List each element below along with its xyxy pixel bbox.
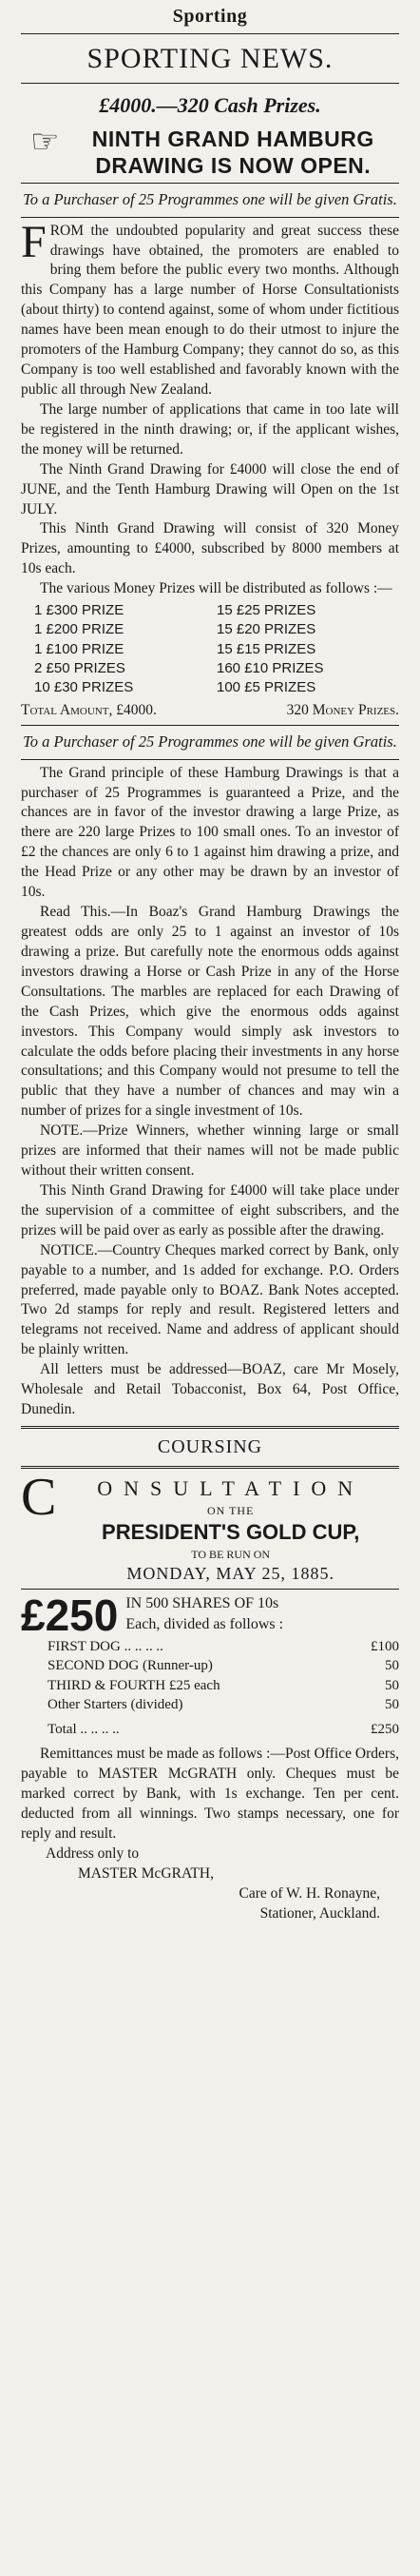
- shares-label: THIRD & FOURTH £25 each: [48, 1677, 220, 1693]
- prize-cell: 2 £50 PRIZES: [34, 659, 125, 676]
- page-title: SPORTING NEWS.: [86, 43, 334, 74]
- drawing-headline: [21, 127, 399, 179]
- run-on-line: TO BE RUN ON: [191, 1547, 271, 1561]
- shares-total-value: £250: [371, 1722, 399, 1738]
- address-line: Care of W. H. Ronayne,: [239, 1884, 380, 1902]
- body-paragraph: The Grand principle of these Hamburg Drawings is that a purchaser of 25 Programmes is guaranteed a Prize, and the chances are in favor of the investor drawing a large Prize, as there are 220 large Prizes to 100 small ones. To an investor of £2 the chances are only 6 to 1 against him drawing a prize, and the Head Prize or any other may be drawn by an investor of 10s.: [21, 764, 399, 901]
- address-block: [21, 1844, 399, 1924]
- shares-line: IN 500 SHARES OF 10s: [125, 1595, 279, 1612]
- divider: [21, 1426, 399, 1429]
- total-amount: Total Amount, £4000.: [21, 702, 157, 719]
- address-line: Address only to: [46, 1844, 140, 1862]
- prize-cell: 10 £30 PRIZES: [34, 679, 134, 696]
- prize-table: [34, 601, 399, 697]
- shares-table: [21, 1637, 399, 1739]
- shares-row: [21, 1637, 399, 1656]
- body-paragraph: All letters must be addressed—BOAZ, care Mr Mosely, Wholesale and Retail Tobacconist, Box 64, Post Office, Dunedin.: [21, 1361, 399, 1418]
- on-the-line: ON THE: [206, 1503, 255, 1517]
- intro-paragraph: This Ninth Grand Drawing will consist of 320 Money Prizes, amounting to £4000, subscribed by 8000 members at 10s each.: [21, 520, 399, 577]
- body-paragraph: NOTE.—Prize Winners, whether winning large or small prizes are informed that their names will not be made public without their written consent.: [21, 1122, 399, 1180]
- divider: [21, 1589, 399, 1590]
- drop-cap: C: [21, 1468, 57, 1528]
- divider: [21, 33, 399, 34]
- cup-title: PRESIDENT'S GOLD CUP,: [102, 1519, 360, 1544]
- divider: [21, 183, 399, 184]
- prize-cell: 1 £200 PRIZE: [34, 621, 124, 638]
- shares-value: 50: [385, 1696, 399, 1712]
- shares-row: [21, 1676, 399, 1695]
- prize-cell: 15 £25 PRIZES: [217, 602, 316, 619]
- prize-cell: 15 £20 PRIZES: [217, 621, 316, 638]
- divider: [21, 725, 399, 726]
- intro-paragraph: ROM the undoubted popularity and great success these drawings have obtained, the promoters are enabled to bring them before the public every two months. Although this Company has a large number of Horse Consultationists (about thirty) to contend against, some of whom under fictitious names have been mean enough to do their utmost to injure the promoters of the Hamburg Company; they cannot do so, as this Company is too well established and favorably known with the public all through New Zealand.: [21, 222, 399, 399]
- address-line: Stationer, Auckland.: [259, 1904, 380, 1922]
- event-date: MONDAY, MAY 25, 1885.: [126, 1563, 335, 1583]
- shares-row: [21, 1656, 399, 1675]
- gratis-note: To a Purchaser of 25 Programmes one will be given Gratis.: [23, 190, 397, 209]
- prizes-headline: £4000.—320 Cash Prizes.: [99, 92, 321, 117]
- divider: [21, 759, 399, 760]
- shares-label: Other Starters (divided): [48, 1696, 183, 1712]
- shares-total-label: Total .. .. .. ..: [48, 1722, 120, 1738]
- address-line: MASTER McGRATH,: [78, 1864, 214, 1882]
- shares-value: 50: [385, 1677, 399, 1693]
- divider: [21, 217, 399, 218]
- shares-value: 50: [385, 1658, 399, 1674]
- prize-cell: 1 £300 PRIZE: [34, 602, 124, 619]
- shares-line: Each, divided as follows :: [125, 1615, 284, 1632]
- prize-cell: 1 £100 PRIZE: [34, 640, 124, 657]
- shares-row: [21, 1695, 399, 1714]
- divider: [21, 1466, 399, 1469]
- remittance-paragraph: Remittances must be made as follows :—Post Office Orders, payable to MASTER McGRATH only. Cheques must be marked correct by Bank, with 1s exchange. Ten per cent. deducted from all winnings. Two stamps necessary, one for reply and result.: [21, 1746, 399, 1842]
- drop-cap: F: [21, 216, 47, 267]
- prize-cell: 160 £10 PRIZES: [217, 659, 324, 676]
- shares-block: [21, 1590, 399, 1641]
- prize-cell: 100 £5 PRIZES: [217, 679, 316, 696]
- intro-paragraph: The various Money Prizes will be distributed as follows :—: [40, 580, 392, 597]
- pointing-hand-icon: ☞: [30, 125, 60, 161]
- shares-total-row: [21, 1720, 399, 1739]
- gratis-note: To a Purchaser of 25 Programmes one will be given Gratis.: [23, 732, 397, 751]
- body-paragraph: Read This.—In Boaz's Grand Hamburg Drawings the greatest odds are only 25 to 1 against an investor of 10s drawing a prize. But carefully note the enormous odds against investors drawing a Horse or Cash Prize in any of the Horse Consultations. The marbles are replaced for each Drawing of the Cash Prizes, which give the enormous odds against investors. This Company would simply ask investors to calculate the odds before placing their investments in any horse consultations; and this Company would not presume to tell the public that they have a number of chances and may win a number of prizes for a single investment of 10s.: [21, 904, 399, 1120]
- shares-label: FIRST DOG .. .. .. ..: [48, 1639, 163, 1655]
- drawing-title-line-1: NINTH GRAND HAMBURG: [91, 127, 374, 152]
- amount-headline: £250: [21, 1590, 119, 1641]
- body-paragraph: This Ninth Grand Drawing for £4000 will take place under the supervision of a committee of eight subscribers, and the prizes will be paid over as early as possible after the drawing.: [21, 1181, 399, 1239]
- prize-cell: 15 £15 PRIZES: [217, 640, 316, 657]
- shares-label: SECOND DOG (Runner-up): [48, 1658, 213, 1674]
- consultation-word: ONSULTATION: [97, 1476, 365, 1501]
- drawing-title-line-2: DRAWING IS NOW OPEN.: [95, 152, 372, 178]
- consultation-header: [21, 1468, 399, 1585]
- total-prizes: 320 Money Prizes.: [286, 702, 399, 719]
- total-line: [21, 701, 399, 721]
- intro-block: [21, 216, 399, 600]
- intro-paragraph: The Ninth Grand Drawing for £4000 will close the end of JUNE, and the Tenth Hamburg Drawing will Open on the 1st JULY.: [21, 460, 399, 517]
- shares-value: £100: [371, 1639, 399, 1655]
- intro-paragraph: The large number of applications that came in too late will be registered in the ninth drawing; or, if the applicant wishes, the money will be returned.: [21, 400, 399, 458]
- section-header: Sporting: [172, 6, 248, 27]
- body-block: [21, 764, 399, 1420]
- divider: [21, 83, 399, 84]
- body-paragraph: NOTICE.—Country Cheques marked correct by Bank, only payable to a number, and 1s added for exchange. P.O. Orders preferred, made payable only to BOAZ. Bank Notes accepted. Two 2d stamps for reply and result. Registered letters and telegrams not received. Name and address of applicant should be plainly written.: [21, 1241, 399, 1358]
- coursing-heading: COURSING: [157, 1436, 263, 1458]
